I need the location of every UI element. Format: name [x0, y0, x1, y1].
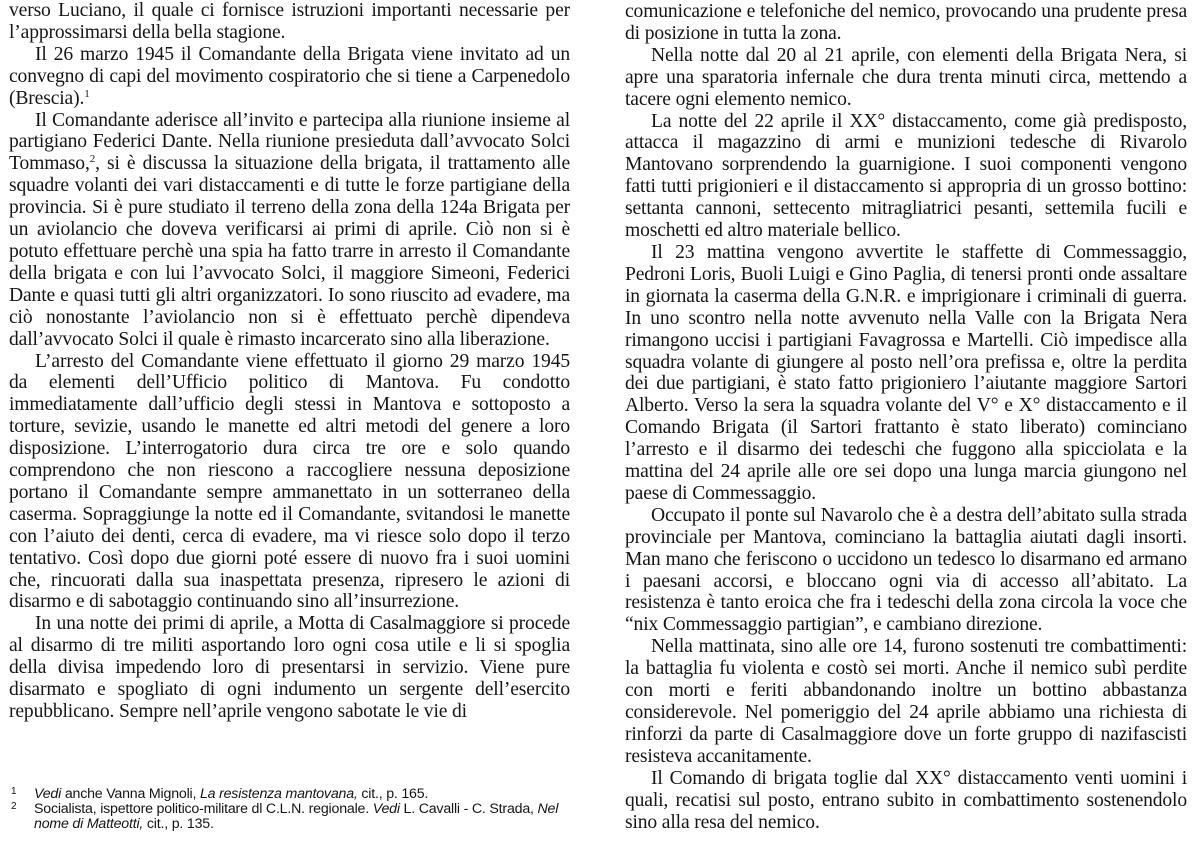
footnote-italic: Vedi: [34, 786, 62, 802]
left-paragraph-5: In una notte dei primi di aprile, a Motta di Casalmaggiore si procede al disarmo di tre militi asportando loro ogni cosa utile e li si spoglia della divisa impedendo loro di presentarsi in servizio. Viene pure disarmato e spogliato di ogni indumento un sergente dell’esercito repubblicano. Sempre nell’aprile vengono sabotate le vie di: [9, 613, 570, 722]
footnote-ref-2: 2: [89, 153, 96, 166]
right-text-column: [625, 1, 1187, 833]
right-paragraph-5: Occupato il ponte sul Navarolo che è a destra dell’abitato sulla strada provinciale per Mantova, cominciano la battaglia aiutati dagli insorti. Man mano che feriscono o uccidono un tedesco lo disarmano ed armano i paesani accorsi, e bloccano ogni via di accesso all’abitato. La resistenza è tanto eroica che fra i tedeschi della zona circola la voce che “nix Commessaggio partigian”, e cambiano direzione.: [625, 504, 1187, 636]
footnotes: [9, 787, 570, 833]
footnote-text: L. Cavalli - C. Strada,: [399, 801, 538, 818]
footnote-text: Socialista, ispettore politico-militare dl C.L.N. regionale.: [34, 801, 373, 818]
left-paragraph-2-text: Il 26 marzo 1945 il Comandante della Brigata viene invitato ad un convegno di capi del movimento cospiratorio che si tiene a Carpenedolo (Brescia).: [9, 43, 570, 109]
footnote-book-title: La resistenza mantovana,: [199, 786, 358, 802]
right-paragraph-6: Nella mattinata, sino alle ore 14, furono sostenuti tre combattimenti: la battaglia fu violenta e costò sei morti. Anche il nemico subì perdite con morti e feriti abbandonando inoltre un bottino abbastanza considerevole. Nel pomeriggio del 24 aprile abbiamo una richiesta di rinforzi da parte di Casalmaggiore dove un forte gruppo di nazifascisti resisteva accanitamente.: [625, 636, 1187, 767]
left-paragraph-3-part-b: , si è discussa la situazione della brigata, il trattamento alle squadre volanti dei vari distaccamenti e di tutte le forze partigiane della provincia. Si è pure studiato il terreno della zona della 124a Brigata per un aviolancio che doveva verificarsi ai primi di aprile. Ciò non si è potuto effettuare perchè una spia ha fatto trarre in arresto il Comandante della brigata e con lui l’avvocato Solci, il maggiore Simeoni, Federici Dante e quasi tutti gli altri organizzatori. Io sono riuscito ad evadere, ma ciò nonostante l’aviolancio non si è effettuato perchè dipendeva dall’avvocato Solci il quale è rimasto incarcerato sino alla liberazione.: [9, 153, 570, 350]
footnote-number: 1: [11, 786, 17, 797]
left-paragraph-1: verso Luciano, il quale ci fornisce istruzioni importanti necessarie per l’approssimarsi della bella stagione.: [9, 0, 570, 43]
left-paragraph-2: [9, 44, 570, 110]
right-paragraph-2: Nella notte dal 20 al 21 aprile, con elementi della Brigata Nera, si apre una sparatoria infernale che dura trenta minuti circa, mettendo a tacere ogni elemento nemico.: [625, 44, 1187, 110]
left-paragraph-4: L’arresto del Comandante viene effettuato il giorno 29 marzo 1945 da elementi dell’Ufficio politico di Mantova. Fu condotto immediatamente dall’ufficio degli stessi in Mantova e sottoposto a torture, sevizie, usando le manette ed altri metodi del genere a loro disposizione. L’interrogatorio dura circa tre ore e solo quando comprendono che non riescono a raccogliere nessuna deposizione portano il Comandante sempre ammanettato in un sotterraneo della caserma. Sopraggiunge la notte ed il Comandante, svitandosi le manette con l’aiuto dei denti, cerca di evadere, ma vi riesce solo dopo il terzo tentativo. Così dopo due giorni poté essere di nuovo fra i suoi uomini che, rincuorati dalla sua inaspettata presenza, ripresero le azioni di disarmo e di sabotaggio continuando sino all’insurrezione.: [9, 350, 570, 613]
right-paragraph-7: Il Comando di brigata toglie dal XX° distaccamento venti uomini i quali, recatisi sul posto, entrano subito in combattimento sostenendolo sino alla resa del nemico.: [625, 767, 1187, 833]
left-text-column: [9, 0, 570, 723]
footnote-text: cit., p. 135.: [143, 816, 214, 833]
footnote-1: [9, 787, 570, 802]
footnote-2: [9, 802, 570, 832]
footnote-number: 2: [11, 801, 17, 813]
footnote-book-title: Nel nome di Matteotti,: [34, 801, 559, 833]
left-paragraph-3-part-a: Il Comandante aderisce all’invito e partecipa alla riunione insieme al partigiano Federici Dante. Nella riunione presieduta dall’avvocato Solci Tommaso,: [9, 109, 570, 175]
right-paragraph-1: comunicazione e telefoniche del nemico, provocando una prudente presa di posizione in tutta la zona.: [625, 1, 1187, 44]
footnote-text: anche Vanna Mignoli,: [61, 786, 200, 802]
left-paragraph-3: [9, 110, 570, 351]
footnote-ref-1: 1: [84, 87, 90, 100]
right-paragraph-3: La notte del 22 aprile il XX° distaccamento, come già predisposto, attacca il magazzino di armi e munizioni tedesche di Rivarolo Mantovano sorprendendo la guarnigione. I suoi componenti vengono fatti tutti prigionieri e il distaccamento si appropria di un grosso bottino: settanta cannoni, settecento mitragliatrici pesanti, settemila fucili e moschetti ed altro materiale bellico.: [625, 110, 1187, 242]
right-paragraph-4: Il 23 mattina vengono avvertite le staffette di Commessaggio, Pedroni Loris, Buoli Luigi e Gino Paglia, di tenersi pronti onde assaltare in giornata la caserma della G.N.R. e imprigionare i criminali di guerra. In uno scontro nella notte avvenuto nella Valle con la Brigata Nera rimangono uccisi i partigiani Favagrossa e Martelli. Ciò impedisce alla squadra volante di giungere al posto nell’ora prefissa e, oltre la perdita dei due partigiani, è stato fatto prigioniero l’aiutante maggiore Sartori Alberto. Verso la sera la squadra volante del V° e X° distaccamento e il Comando Brigata (il Sartori frattanto è stato liberato) cominciano l’arresto e il disarmo dei tedeschi che fuggono alla spicciolata e la mattina del 24 aprile alle ore sei dopo una lunga marcia giungono nel paese di Commessaggio.: [625, 241, 1187, 504]
footnote-text: cit., p. 165.: [357, 786, 429, 802]
footnote-italic: Vedi: [372, 801, 400, 818]
